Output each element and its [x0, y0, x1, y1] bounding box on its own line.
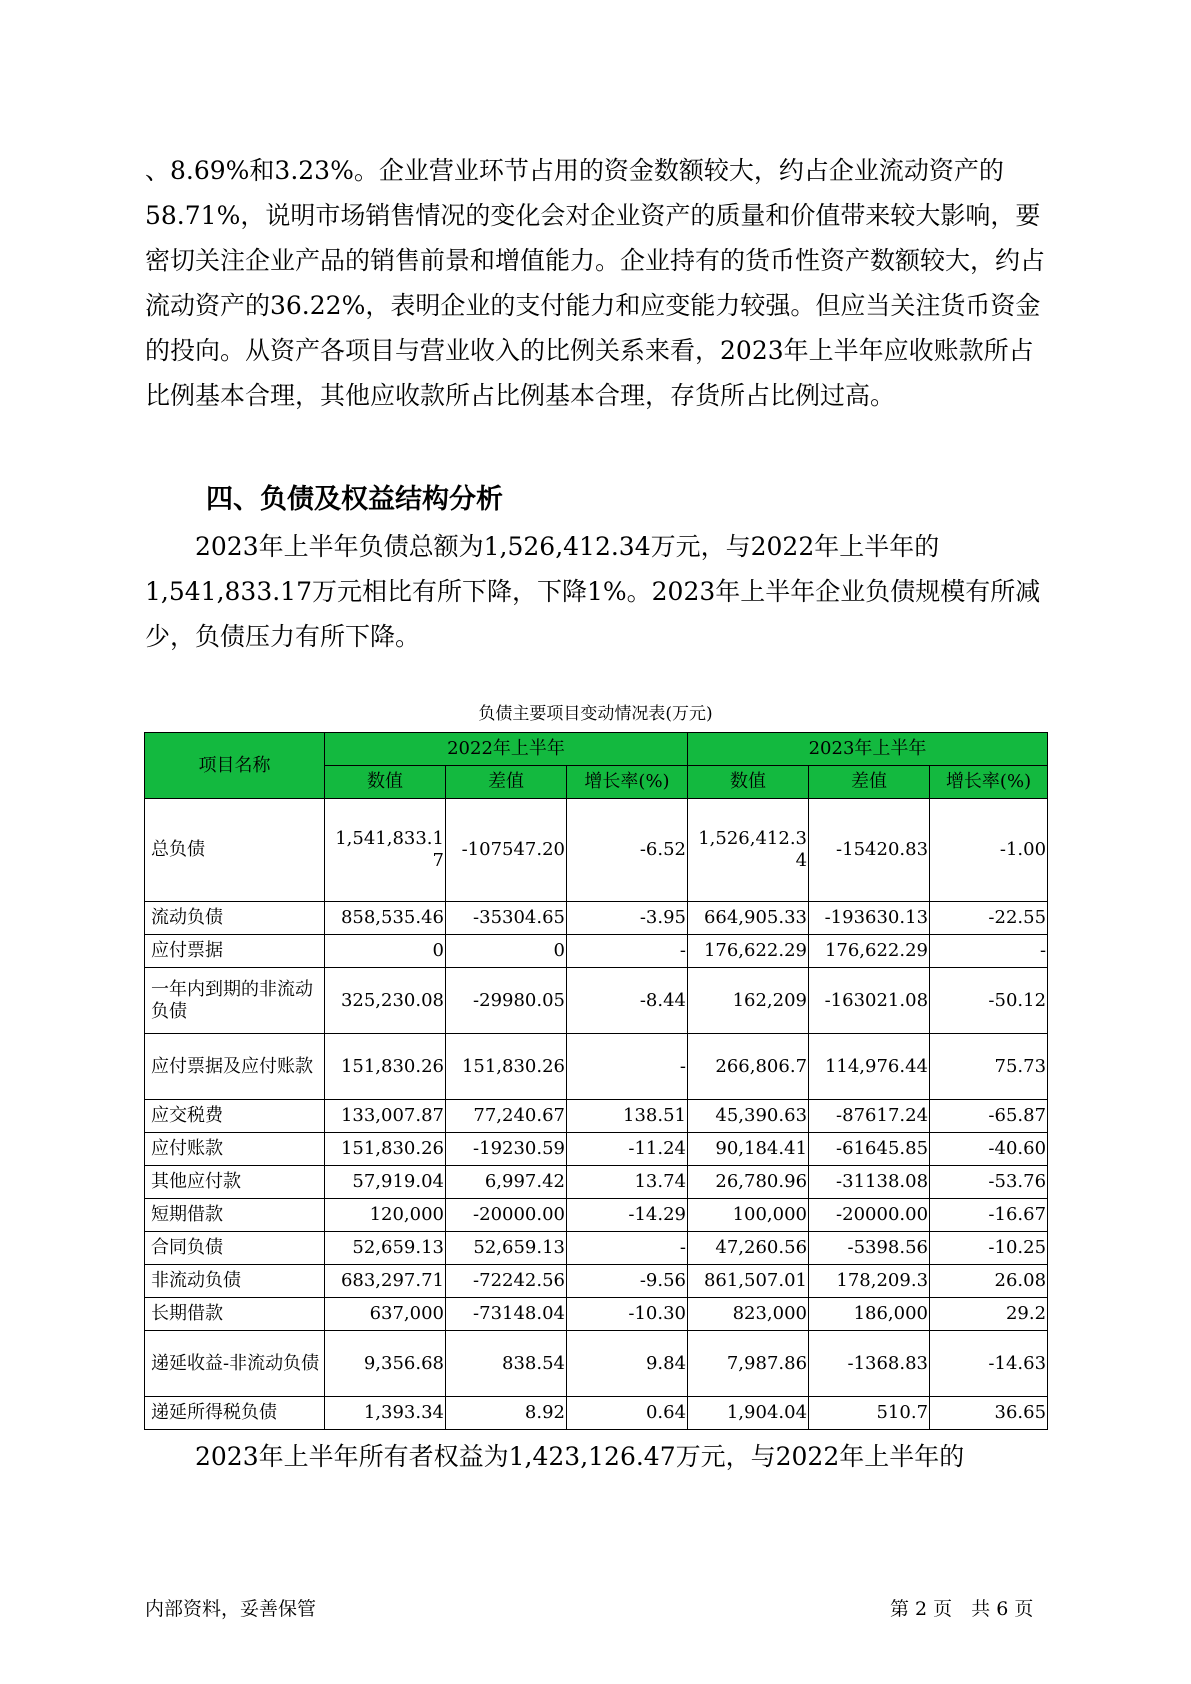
- cell-value-2023: 26,780.96: [688, 1166, 809, 1199]
- cell-growth-2022: -6.52: [567, 799, 688, 902]
- row-name: 递延所得税负债: [145, 1397, 325, 1430]
- cell-value-2023: 823,000: [688, 1298, 809, 1331]
- cell-diff-2022: 0: [446, 935, 567, 968]
- cell-diff-2022: -20000.00: [446, 1199, 567, 1232]
- cell-diff-2022: 8.92: [446, 1397, 567, 1430]
- header-diff-2023: 差值: [809, 766, 930, 799]
- cell-growth-2023: 29.2: [930, 1298, 1048, 1331]
- paragraph-asset-analysis: 、8.69%和3.23%。企业营业环节占用的资金数额较大，约占企业流动资产的58.71%，说明市场销售情况的变化会对企业资产的质量和价值带来较大影响，要密切关注企业产品的销售前景和增值能力。企业持有的货币性资产数额较大，约占流动资产的36.22%，表明企业的支付能力和应变能力较强。但应当关注货币资金的投向。从资产各项目与营业收入的比例关系来看，2023年上半年应收账款所占比例基本合理，其他应收款所占比例基本合理，存货所占比例过高。: [145, 156, 1046, 410]
- cell-diff-2022: -72242.56: [446, 1265, 567, 1298]
- cell-value-2022: 0: [325, 935, 446, 968]
- cell-value-2022: 120,000: [325, 1199, 446, 1232]
- footer-confidential-note: 内部资料，妥善保管: [145, 1598, 317, 1620]
- row-name: 应付账款: [145, 1133, 325, 1166]
- cell-value-2022: 637,000: [325, 1298, 446, 1331]
- cell-diff-2022: -29980.05: [446, 968, 567, 1034]
- table-row: [145, 1100, 1048, 1133]
- cell-diff-2022: 838.54: [446, 1331, 567, 1397]
- row-name: 非流动负债: [145, 1265, 325, 1298]
- cell-value-2023: 47,260.56: [688, 1232, 809, 1265]
- cell-value-2022: 1,541,833.17: [325, 799, 446, 902]
- header-period-2023: 2023年上半年: [688, 733, 1048, 766]
- cell-value-2022: 9,356.68: [325, 1331, 446, 1397]
- paragraph-equity-summary: 2023年上半年所有者权益为1,423,126.47万元，与2022年上半年的: [195, 1442, 965, 1471]
- cell-diff-2022: -19230.59: [446, 1133, 567, 1166]
- cell-growth-2023: -40.60: [930, 1133, 1048, 1166]
- cell-growth-2022: -3.95: [567, 902, 688, 935]
- row-name: 应付票据及应付账款: [145, 1034, 325, 1100]
- cell-value-2022: 1,393.34: [325, 1397, 446, 1430]
- cell-growth-2023: -65.87: [930, 1100, 1048, 1133]
- cell-diff-2022: -107547.20: [446, 799, 567, 902]
- table-row: [145, 1331, 1048, 1397]
- section-heading: 四、负债及权益结构分析: [206, 484, 503, 515]
- cell-diff-2023: -61645.85: [809, 1133, 930, 1166]
- cell-diff-2022: -73148.04: [446, 1298, 567, 1331]
- row-name: 总负债: [145, 799, 325, 902]
- cell-value-2023: 162,209: [688, 968, 809, 1034]
- liability-table: [144, 732, 1048, 1430]
- header-growth-2022: 增长率(%): [567, 766, 688, 799]
- cell-value-2022: 151,830.26: [325, 1034, 446, 1100]
- cell-diff-2022: 151,830.26: [446, 1034, 567, 1100]
- cell-growth-2023: -1.00: [930, 799, 1048, 902]
- cell-growth-2023: -53.76: [930, 1166, 1048, 1199]
- cell-value-2022: 133,007.87: [325, 1100, 446, 1133]
- table-row: [145, 1265, 1048, 1298]
- cell-growth-2023: -14.63: [930, 1331, 1048, 1397]
- table-row: [145, 1199, 1048, 1232]
- row-name: 合同负债: [145, 1232, 325, 1265]
- footer-page-number: 第 2 页 共 6 页: [890, 1598, 1034, 1620]
- cell-value-2023: 664,905.33: [688, 902, 809, 935]
- cell-growth-2022: -14.29: [567, 1199, 688, 1232]
- table-row: [145, 1298, 1048, 1331]
- cell-growth-2023: 36.65: [930, 1397, 1048, 1430]
- cell-value-2022: 325,230.08: [325, 968, 446, 1034]
- header-value-2022: 数值: [325, 766, 446, 799]
- cell-growth-2022: 138.51: [567, 1100, 688, 1133]
- cell-growth-2022: 0.64: [567, 1397, 688, 1430]
- cell-diff-2022: 52,659.13: [446, 1232, 567, 1265]
- table-row: [145, 1397, 1048, 1430]
- cell-diff-2023: -163021.08: [809, 968, 930, 1034]
- cell-value-2022: 52,659.13: [325, 1232, 446, 1265]
- cell-value-2023: 1,526,412.34: [688, 799, 809, 902]
- cell-growth-2022: -: [567, 1034, 688, 1100]
- cell-diff-2023: -193630.13: [809, 902, 930, 935]
- cell-diff-2023: -31138.08: [809, 1166, 930, 1199]
- cell-growth-2022: 9.84: [567, 1331, 688, 1397]
- row-name: 应付票据: [145, 935, 325, 968]
- row-name: 长期借款: [145, 1298, 325, 1331]
- header-value-2023: 数值: [688, 766, 809, 799]
- row-name: 其他应付款: [145, 1166, 325, 1199]
- cell-growth-2023: -22.55: [930, 902, 1048, 935]
- table-caption: 负债主要项目变动情况表(万元): [478, 704, 713, 724]
- cell-growth-2023: -50.12: [930, 968, 1048, 1034]
- cell-value-2023: 1,904.04: [688, 1397, 809, 1430]
- cell-diff-2023: 178,209.3: [809, 1265, 930, 1298]
- cell-diff-2023: 186,000: [809, 1298, 930, 1331]
- header-diff-2022: 差值: [446, 766, 567, 799]
- cell-growth-2022: -: [567, 1232, 688, 1265]
- cell-value-2022: 683,297.71: [325, 1265, 446, 1298]
- paragraph-liability-summary: 2023年上半年负债总额为1,526,412.34万元，与2022年上半年的1,541,833.17万元相比有所下降，下降1%。2023年上半年企业负债规模有所减少，负债压力有所下降。: [145, 532, 1041, 651]
- header-growth-2023: 增长率(%): [930, 766, 1048, 799]
- cell-growth-2022: 13.74: [567, 1166, 688, 1199]
- table-row: [145, 968, 1048, 1034]
- cell-diff-2023: 114,976.44: [809, 1034, 930, 1100]
- row-name: 短期借款: [145, 1199, 325, 1232]
- cell-value-2022: 57,919.04: [325, 1166, 446, 1199]
- cell-growth-2023: 75.73: [930, 1034, 1048, 1100]
- cell-growth-2022: -8.44: [567, 968, 688, 1034]
- cell-diff-2023: -5398.56: [809, 1232, 930, 1265]
- table-row: [145, 1133, 1048, 1166]
- table-row: [145, 1034, 1048, 1100]
- header-item-name: 项目名称: [145, 733, 325, 799]
- table-row: [145, 935, 1048, 968]
- cell-diff-2023: -15420.83: [809, 799, 930, 902]
- cell-diff-2023: 176,622.29: [809, 935, 930, 968]
- cell-value-2023: 266,806.7: [688, 1034, 809, 1100]
- cell-growth-2022: -10.30: [567, 1298, 688, 1331]
- table-row: [145, 799, 1048, 902]
- cell-diff-2022: 6,997.42: [446, 1166, 567, 1199]
- table-row: [145, 1166, 1048, 1199]
- cell-diff-2023: -20000.00: [809, 1199, 930, 1232]
- cell-growth-2022: -9.56: [567, 1265, 688, 1298]
- cell-value-2022: 858,535.46: [325, 902, 446, 935]
- cell-growth-2023: -: [930, 935, 1048, 968]
- cell-growth-2023: -10.25: [930, 1232, 1048, 1265]
- cell-diff-2023: -87617.24: [809, 1100, 930, 1133]
- cell-growth-2023: -16.67: [930, 1199, 1048, 1232]
- table-row: [145, 1232, 1048, 1265]
- cell-growth-2022: -11.24: [567, 1133, 688, 1166]
- cell-value-2023: 45,390.63: [688, 1100, 809, 1133]
- row-name: 应交税费: [145, 1100, 325, 1133]
- cell-value-2023: 861,507.01: [688, 1265, 809, 1298]
- cell-value-2023: 90,184.41: [688, 1133, 809, 1166]
- cell-diff-2023: -1368.83: [809, 1331, 930, 1397]
- cell-diff-2022: 77,240.67: [446, 1100, 567, 1133]
- row-name: 一年内到期的非流动负债: [145, 968, 325, 1034]
- row-name: 递延收益-非流动负债: [145, 1331, 325, 1397]
- table-row: [145, 902, 1048, 935]
- row-name: 流动负债: [145, 902, 325, 935]
- cell-growth-2022: -: [567, 935, 688, 968]
- cell-growth-2023: 26.08: [930, 1265, 1048, 1298]
- cell-value-2023: 7,987.86: [688, 1331, 809, 1397]
- cell-diff-2023: 510.7: [809, 1397, 930, 1430]
- cell-value-2023: 100,000: [688, 1199, 809, 1232]
- cell-value-2022: 151,830.26: [325, 1133, 446, 1166]
- header-period-2022: 2022年上半年: [325, 733, 688, 766]
- cell-value-2023: 176,622.29: [688, 935, 809, 968]
- cell-diff-2022: -35304.65: [446, 902, 567, 935]
